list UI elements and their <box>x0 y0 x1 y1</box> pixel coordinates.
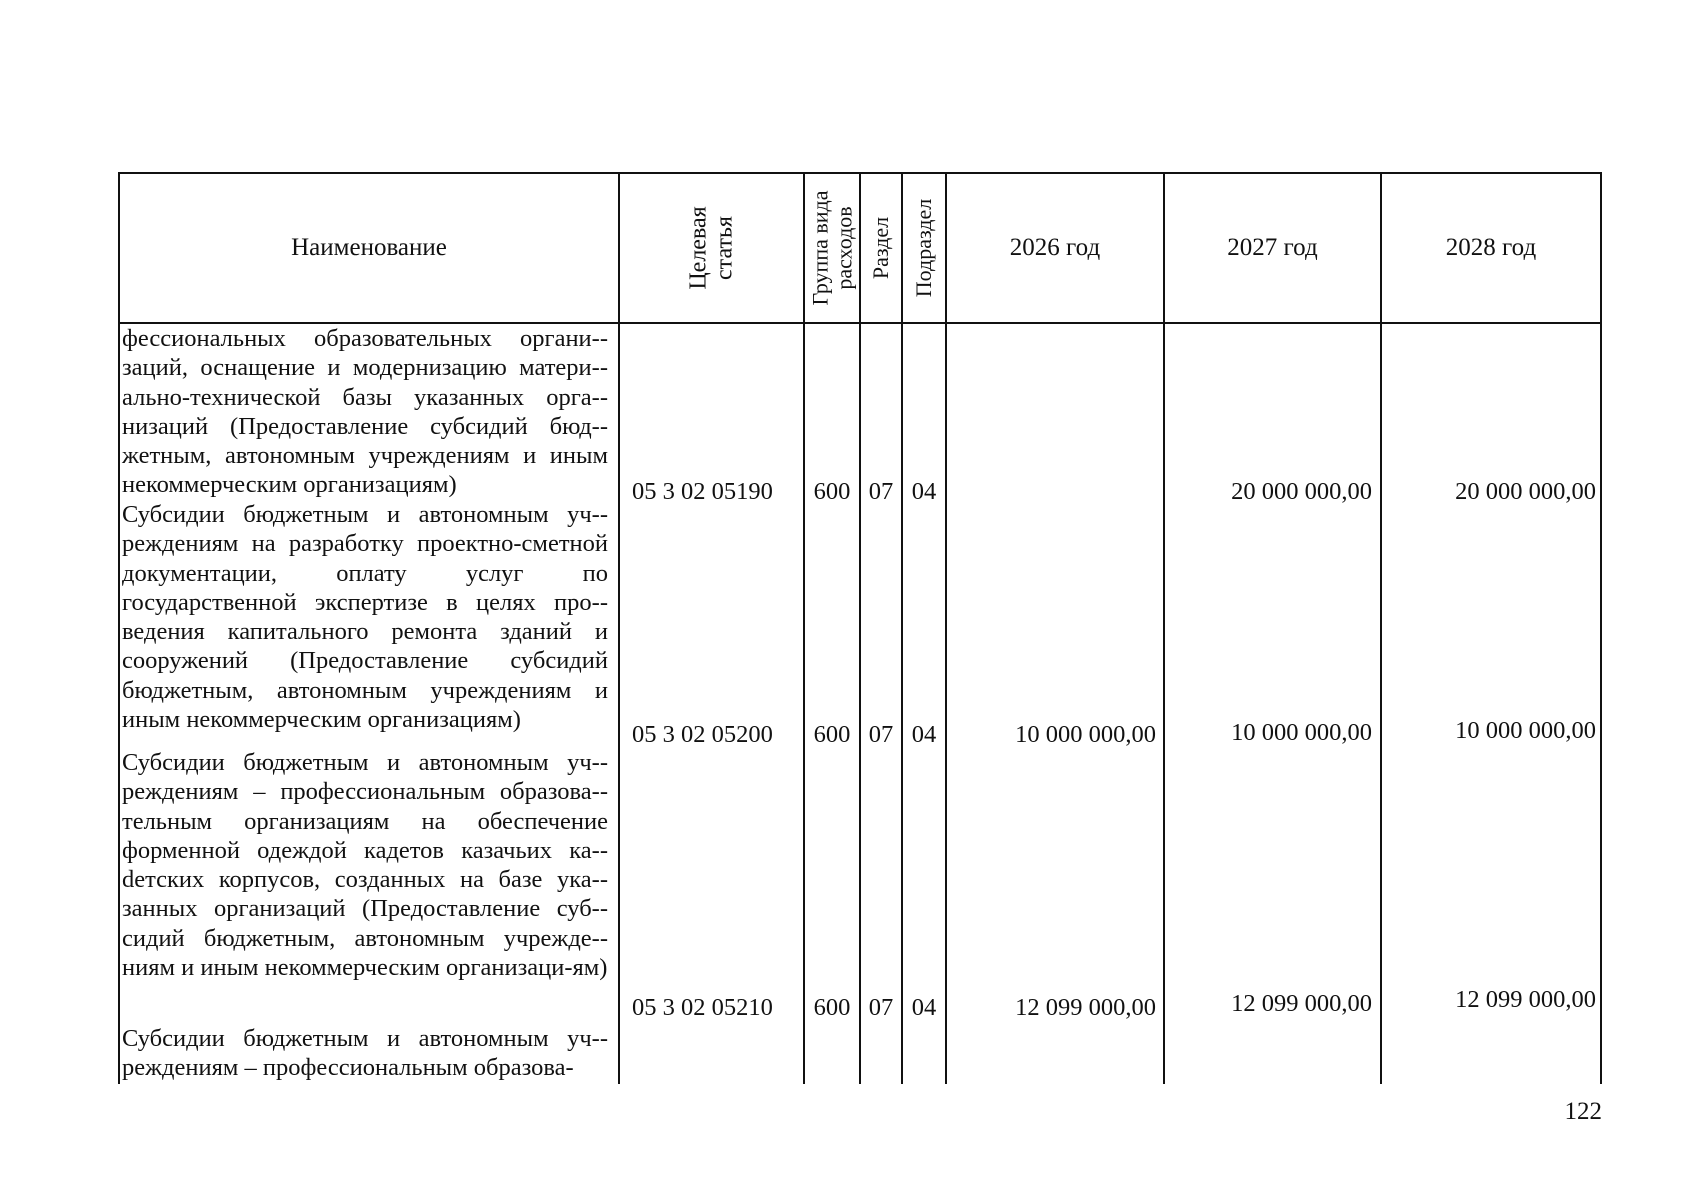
header-group-line2: расходов <box>831 206 857 290</box>
row-2-amount-2028: 10 000 000,00 <box>1455 717 1596 744</box>
row-3-group: 600 <box>813 994 851 1021</box>
row-2-amount-2026: 10 000 000,00 <box>1015 721 1156 748</box>
row-4-name: Субсидии бюджетным и автономным уч-реждениям – профессиональным образова- <box>122 1025 608 1082</box>
row-1-amount-2028: 20 000 000,00 <box>1455 478 1596 505</box>
row-2-target-code: 05 3 02 05200 <box>632 721 773 748</box>
header-target-line2: статья <box>711 216 738 280</box>
row-3-target-code: 05 3 02 05210 <box>632 994 773 1021</box>
header-section: Раздел <box>868 216 894 280</box>
header-2026: 2026 год <box>1009 234 1101 261</box>
row-1-amount-2027: 20 000 000,00 <box>1231 478 1372 505</box>
header-subsection: Подраздел <box>911 198 937 298</box>
page-number: 122 <box>1564 1098 1602 1125</box>
row-3-amount-2026: 12 099 000,00 <box>1015 994 1156 1021</box>
header-name: Наименование <box>291 234 447 261</box>
row-1-group: 600 <box>813 478 851 505</box>
row-3-subsection: 04 <box>911 994 937 1021</box>
row-2-section: 07 <box>868 721 894 748</box>
header-target-line1: Целевая <box>685 206 712 290</box>
row-3-section: 07 <box>868 994 894 1021</box>
row-2-group: 600 <box>813 721 851 748</box>
header-expense-group <box>805 174 859 322</box>
row-1-subsection: 04 <box>911 478 937 505</box>
header-target-article <box>620 174 803 322</box>
row-1-section: 07 <box>868 478 894 505</box>
row-1-target-code: 05 3 02 05190 <box>632 478 773 505</box>
header-group-line1: Группа вида <box>807 190 833 306</box>
row-2-name: Субсидии бюджетным и автономным уч-реждениям на разработку проектно-сметной документации, оплату услуг по государственной экспертизе в целях про-ведения капитального ремонта зданий и сооружений (Предоставление субсидий бюджетным, автономным учреждениям и иным некоммерческим организациям) <box>122 501 608 734</box>
row-3-amount-2027: 12 099 000,00 <box>1231 990 1372 1017</box>
row-3-amount-2028: 12 099 000,00 <box>1455 986 1596 1013</box>
row-2-subsection: 04 <box>911 721 937 748</box>
header-2027: 2027 год <box>1227 234 1318 261</box>
row-1-name: фессиональных образовательных органи-заций, оснащение и модернизацию матери-ально-технической базы указанных орга-низаций (Предоставление субсидий бюд-жетным, автономным учреждениям и иным некоммерческим организациям) <box>122 325 608 499</box>
header-2028: 2028 год <box>1445 234 1537 261</box>
row-2-amount-2027: 10 000 000,00 <box>1231 719 1372 746</box>
row-3-name: Субсидии бюджетным и автономным уч-реждениям – профессиональным образова-тельным организациям на обеспечение форменной одеждой кадетов казачьих ка-dетских корпусов, созданных на базе ука-занных организаций (Предоставление суб-сидий бюджетным, автономным учрежде-ниям и иным некоммерческим организаци-ям) <box>122 749 608 982</box>
